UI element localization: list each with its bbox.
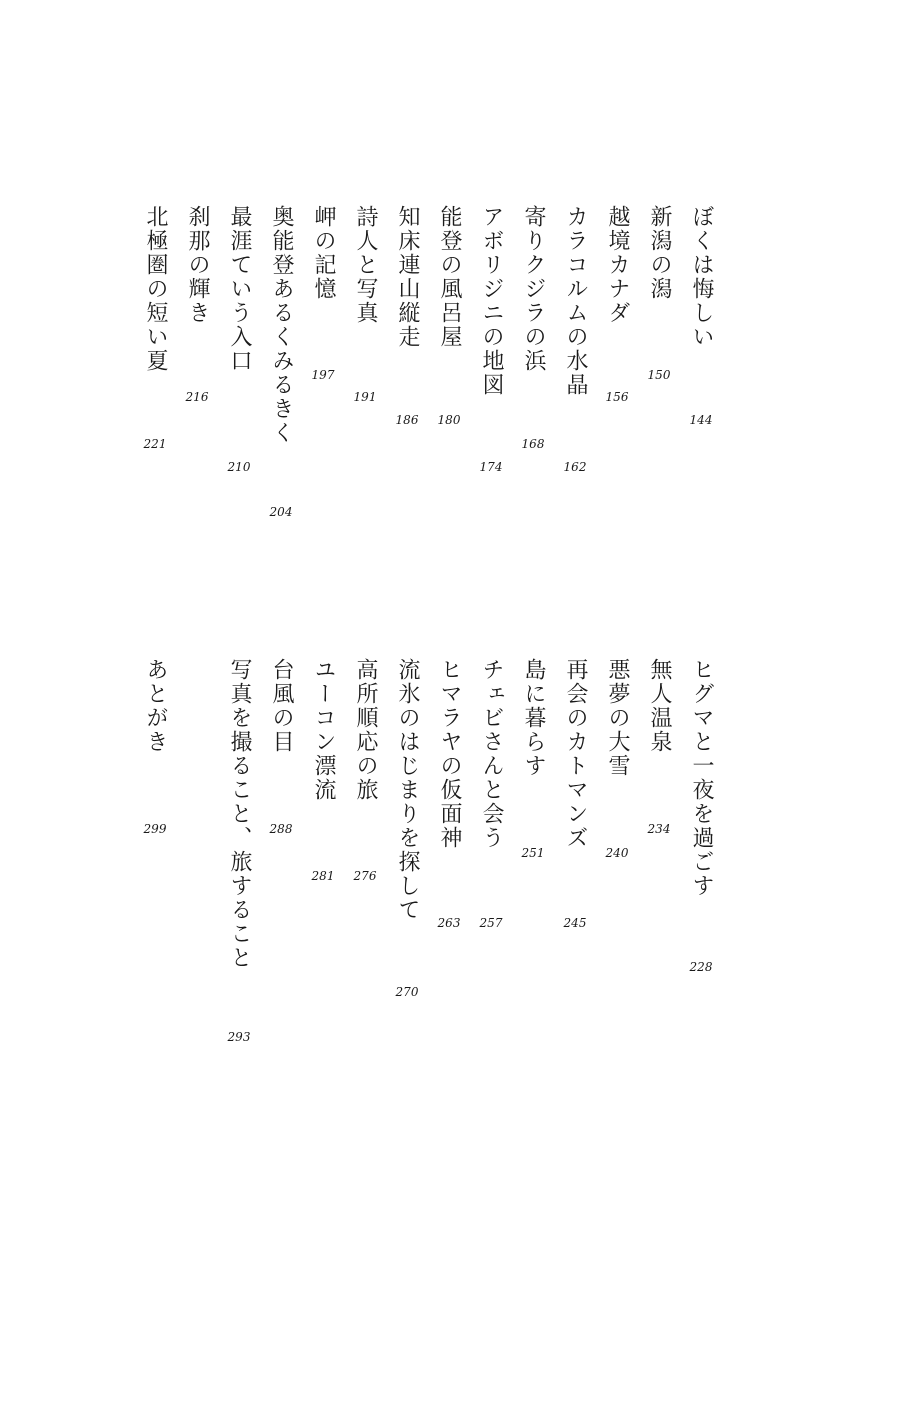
toc-entry-page: 234 — [647, 822, 671, 836]
toc-section-bottom — [134, 658, 722, 1058]
toc-entry[interactable] — [218, 205, 260, 535]
toc-entry-page: 150 — [647, 368, 671, 382]
toc-entry-page: 191 — [353, 390, 377, 404]
toc-entry-title: 最涯ていう入口 — [227, 205, 252, 373]
toc-entry-page: 240 — [605, 846, 629, 860]
toc-entry-page: 245 — [563, 916, 587, 930]
toc-entry[interactable] — [596, 205, 638, 535]
toc-entry-title: 流氷のはじまりを探して — [395, 658, 420, 922]
toc-entry-title: ヒマラヤの仮面神 — [437, 658, 462, 850]
toc-entry-title: 再会のカトマンズ — [563, 658, 588, 850]
toc-entry-title: アボリジニの地図 — [479, 205, 504, 397]
toc-entry-title: 高所順応の旅 — [353, 658, 378, 802]
toc-entry-page: 162 — [563, 460, 587, 474]
toc-entry-title: ユーコン漂流 — [311, 658, 336, 802]
toc-entry[interactable] — [680, 205, 722, 535]
toc-entry-title: 能登の風呂屋 — [437, 205, 462, 349]
toc-entry[interactable] — [134, 658, 176, 1058]
toc-entry-title: 詩人と写真 — [353, 205, 378, 325]
toc-entry-page: 281 — [311, 869, 335, 883]
toc-entry-title: 刹那の輝き — [185, 205, 210, 325]
toc-entry-page: 270 — [395, 985, 419, 999]
toc-entry-page: 156 — [605, 390, 629, 404]
toc-entry[interactable] — [596, 658, 638, 1058]
toc-entry-page: 180 — [437, 413, 461, 427]
toc-entry-title: 岬の記憶 — [311, 205, 336, 301]
toc-entry-title: チェビさんと会う — [479, 658, 504, 850]
toc-entry[interactable] — [176, 205, 218, 535]
toc-entry-page: 263 — [437, 916, 461, 930]
toc-entry[interactable] — [134, 205, 176, 535]
toc-entry[interactable] — [554, 658, 596, 1058]
toc-entry-page: 299 — [143, 822, 167, 836]
toc-entry[interactable] — [470, 205, 512, 535]
toc-entry[interactable] — [428, 658, 470, 1058]
toc-entry-page: 197 — [311, 368, 335, 382]
toc-entry[interactable] — [680, 658, 722, 1058]
toc-entry-page: 276 — [353, 869, 377, 883]
toc-entry-page: 288 — [269, 822, 293, 836]
toc-entry-page: 144 — [689, 413, 713, 427]
toc-entry[interactable] — [218, 658, 260, 1058]
toc-entry-page: 228 — [689, 960, 713, 974]
toc-entry[interactable] — [302, 658, 344, 1058]
toc-entry-title: 寄りクジラの浜 — [521, 205, 546, 373]
toc-entry[interactable] — [260, 658, 302, 1058]
toc-entry-title: 知床連山縦走 — [395, 205, 420, 349]
toc-entry-page: 293 — [227, 1030, 251, 1044]
toc-entry-page: 168 — [521, 437, 545, 451]
toc-entry-page: 186 — [395, 413, 419, 427]
toc-entry[interactable] — [638, 658, 680, 1058]
toc-entry[interactable] — [260, 205, 302, 535]
toc-entry[interactable] — [512, 205, 554, 535]
toc-entry[interactable] — [344, 658, 386, 1058]
toc-entry[interactable] — [638, 205, 680, 535]
toc-entry[interactable] — [302, 205, 344, 535]
toc-entry-title: 越境カナダ — [605, 205, 630, 325]
toc-entry-title: 北極圏の短い夏 — [143, 205, 168, 373]
toc-entry-page: 210 — [227, 460, 251, 474]
toc-entry-title: 奥能登あるくみるきく — [269, 205, 294, 445]
toc-section-top — [134, 205, 722, 535]
toc-entry-title: 写真を撮ること、旅すること — [227, 658, 252, 970]
toc-entry-title: カラコルムの水晶 — [563, 205, 588, 397]
toc-entry-title: 島に暮らす — [521, 658, 546, 778]
toc-entry-page: 221 — [143, 437, 167, 451]
toc-entry[interactable] — [512, 658, 554, 1058]
toc-entry-title: 新潟の潟 — [647, 205, 672, 301]
toc-entry-page: 216 — [185, 390, 209, 404]
toc-spacer — [176, 658, 218, 1058]
toc-entry[interactable] — [554, 205, 596, 535]
toc-entry[interactable] — [386, 658, 428, 1058]
toc-entry-title: ぼくは悔しい — [689, 205, 714, 349]
toc-entry-title: 無人温泉 — [647, 658, 672, 754]
toc-entry[interactable] — [386, 205, 428, 535]
toc-entry-page: 204 — [269, 505, 293, 519]
toc-entry-page: 257 — [479, 916, 503, 930]
toc-entry-page: 251 — [521, 846, 545, 860]
toc-entry-page: 174 — [479, 460, 503, 474]
toc-entry-title: あとがき — [143, 658, 168, 754]
toc-entry[interactable] — [428, 205, 470, 535]
toc-entry-title: 台風の目 — [269, 658, 294, 754]
toc-entry-title: ヒグマと一夜を過ごす — [689, 658, 714, 898]
toc-entry[interactable] — [470, 658, 512, 1058]
toc-entry-title: 悪夢の大雪 — [605, 658, 630, 778]
toc-entry[interactable] — [344, 205, 386, 535]
